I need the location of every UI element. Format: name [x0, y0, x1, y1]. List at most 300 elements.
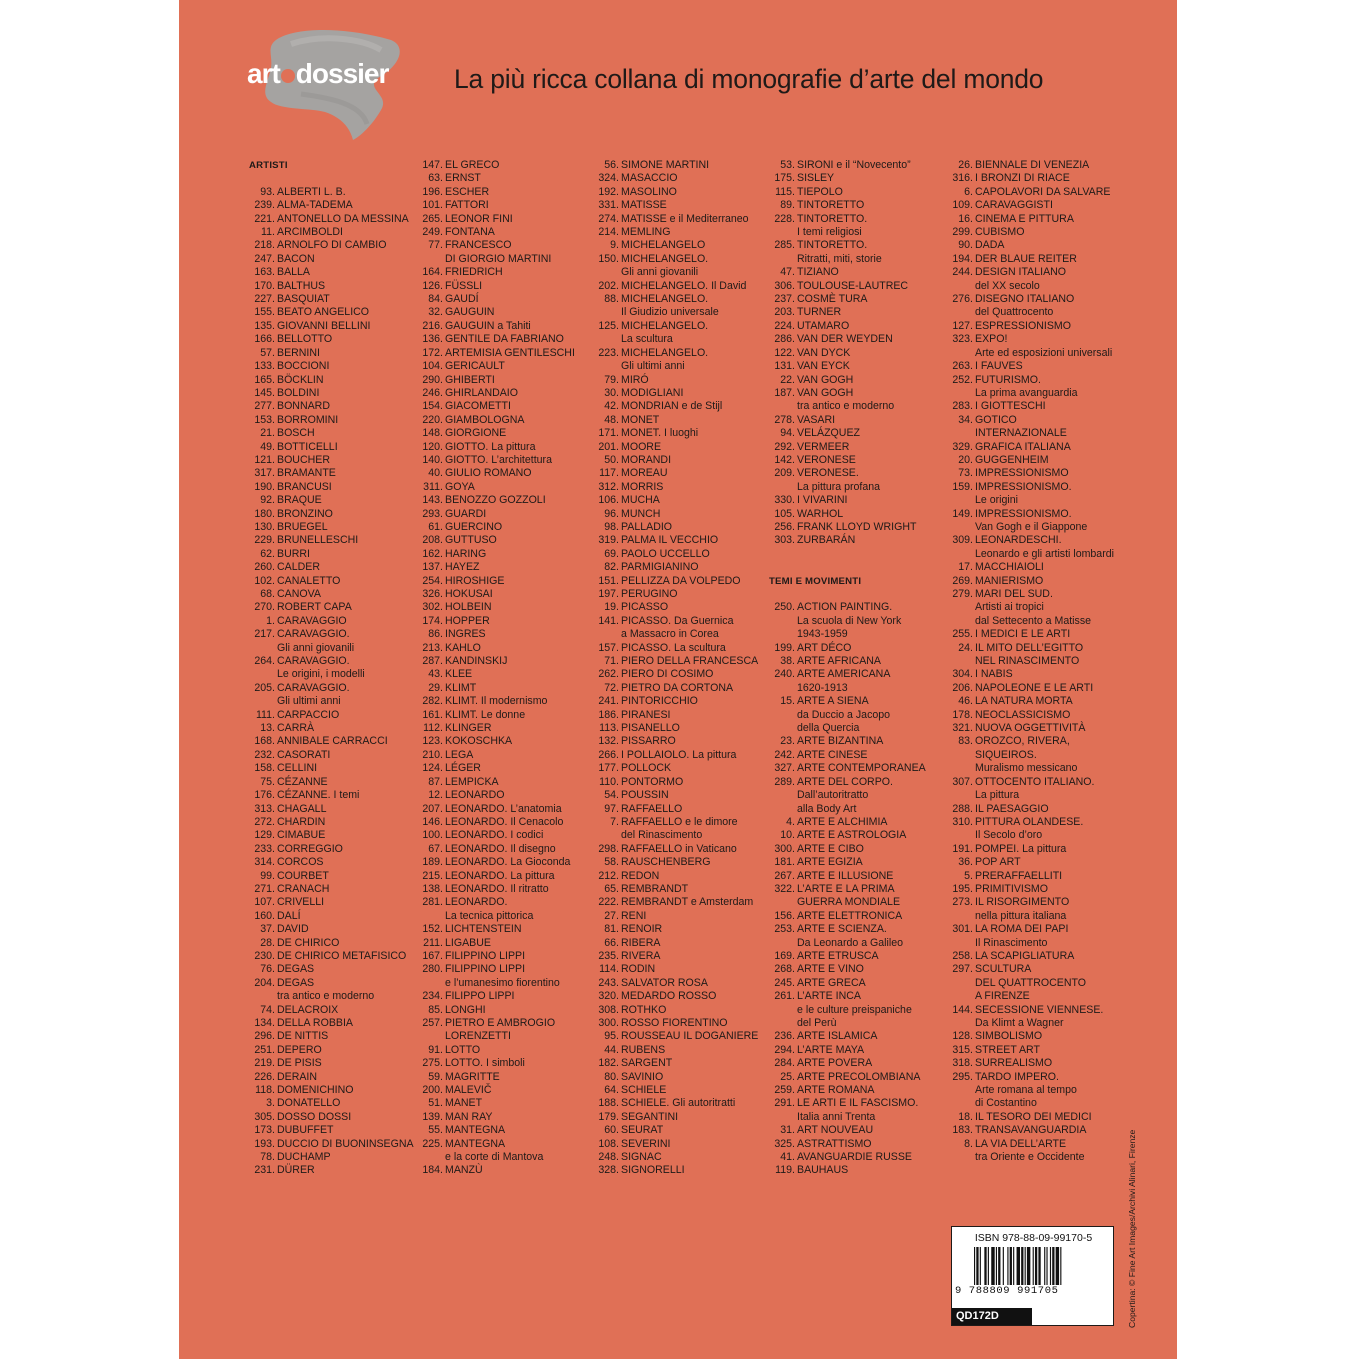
title-text: PISSARRO [621, 735, 676, 748]
title-text: LÉGER [445, 762, 481, 775]
subtitle-text: Gli ultimi anni [277, 695, 341, 708]
catalog-entry [769, 1151, 926, 1164]
title-text: SARGENT [621, 1057, 673, 1070]
issue-number: 230. [254, 949, 275, 962]
issue-number: 127. [952, 319, 973, 332]
issue-number: 32. [428, 306, 443, 319]
title-text: ANNIBALE CARRACCI [277, 735, 388, 748]
title-text: TINTORETTO. [797, 239, 868, 252]
title-text: CELLINI [277, 762, 318, 775]
catalog-subtitle [417, 1030, 575, 1043]
title-text: GIACOMETTI [445, 400, 511, 413]
subtitle-text: La prima avanguardia [975, 386, 1078, 399]
title-text: PALMA IL VECCHIO [621, 534, 719, 547]
title-text: DOMENICHINO [277, 1084, 354, 1097]
catalog-entry [593, 1164, 758, 1177]
catalog-subtitle [947, 347, 1114, 360]
issue-number: 121. [254, 453, 275, 466]
title-text: MORRIS [621, 480, 664, 493]
catalog-entry [417, 508, 575, 521]
issue-number: 275. [422, 1057, 443, 1070]
title-text: DISEGNO ITALIANO [975, 293, 1075, 306]
title-text: ARTE DEL CORPO. [797, 775, 893, 788]
catalog-entry [769, 1057, 926, 1070]
title-text: COURBET [277, 869, 329, 882]
issue-number: 209. [774, 467, 795, 480]
issue-number: 134. [254, 1017, 275, 1029]
title-text: CORREGGIO [277, 842, 343, 855]
catalog-entry [249, 1111, 414, 1124]
catalog-entry [249, 937, 414, 950]
catalog-entry [593, 226, 758, 239]
title-text: REDON [621, 869, 660, 882]
issue-number: 266. [598, 748, 619, 761]
title-text: DUBUFFET [277, 1124, 334, 1137]
issue-number: 94. [780, 427, 795, 440]
title-text: ARTE A SIENA [797, 695, 869, 708]
title-text: VAN GOGH [797, 386, 854, 399]
catalog-entry [769, 508, 926, 521]
subtitle-text: GUERRA MONDIALE [797, 896, 901, 909]
title-text: LEONARDO. Il ritratto [445, 882, 549, 895]
issue-number: 51. [428, 1097, 443, 1110]
barcode-bar [980, 1247, 981, 1285]
issue-number: 92. [260, 494, 275, 507]
title-text: GIOTTO. La pittura [445, 440, 536, 453]
catalog-subtitle [947, 977, 1114, 990]
catalog-entry [947, 441, 1114, 454]
title-text: KOKOSCHKA [445, 735, 513, 748]
subtitle-text: del XX secolo [975, 279, 1040, 292]
catalog-entry [769, 843, 926, 856]
catalog-entry [769, 963, 926, 976]
catalog-entry [249, 722, 414, 735]
issue-number: 233. [254, 842, 275, 855]
title-text: SIMBOLISMO [975, 1030, 1043, 1043]
issue-number: 303. [774, 534, 795, 547]
issue-number: 109. [952, 199, 973, 212]
issue-number: 22. [780, 373, 795, 386]
catalog-entry [947, 856, 1114, 869]
catalog-subtitle [593, 333, 758, 346]
catalog-entry [417, 896, 575, 909]
catalog-entry [593, 1151, 758, 1164]
issue-number: 149. [952, 507, 973, 520]
catalog-entry [417, 735, 575, 748]
title-text: ARCIMBOLDI [277, 226, 343, 239]
catalog-entry [947, 253, 1114, 266]
title-text: REMBRANDT e Amsterdam [621, 896, 754, 909]
catalog-subtitle [769, 253, 926, 266]
title-text: MOREAU [621, 467, 668, 480]
catalog-entry [593, 1030, 758, 1043]
issue-number: 40. [428, 467, 443, 480]
title-text: CARAVAGGIO. [277, 628, 350, 641]
title-text: PIETRO E AMBROGIO [445, 1017, 556, 1029]
issue-number: 56. [604, 159, 619, 171]
title-text: VERMEER [797, 440, 850, 453]
issue-number: 287. [422, 655, 443, 668]
catalog-entry [249, 776, 414, 789]
issue-number: 99. [260, 869, 275, 882]
issue-number: 251. [254, 1043, 275, 1056]
title-text: MASACCIO [621, 172, 678, 185]
title-text: DELLA ROBBIA [277, 1017, 353, 1029]
title-text: IL TESORO DEI MEDICI [975, 1110, 1092, 1123]
catalog-entry [417, 481, 575, 494]
issue-number: 227. [254, 293, 275, 306]
issue-number: 37. [260, 923, 275, 936]
catalog-entry [593, 1097, 758, 1110]
subtitle-text: dal Settecento a Matisse [975, 614, 1092, 627]
title-text: FILIPPO LIPPI [445, 990, 515, 1003]
subtitle-text: di Costantino [975, 1097, 1037, 1110]
title-text: RAFFAELLO e le dimore [621, 815, 738, 828]
title-text: PISANELLO [621, 722, 680, 735]
catalog-entry [417, 950, 575, 963]
issue-number: 298. [598, 842, 619, 855]
issue-number: 81. [604, 923, 619, 936]
title-text: BRAQUE [277, 494, 322, 507]
catalog-entry [417, 843, 575, 856]
title-text: PELLIZZA DA VOLPEDO [621, 574, 741, 587]
title-text: MICHELANGELO. [621, 346, 709, 359]
title-text: ERNST [445, 172, 481, 185]
catalog-entry [593, 441, 758, 454]
title-text: ARTE POVERA [797, 1057, 873, 1070]
catalog-entry [593, 695, 758, 708]
title-text: AVANGUARDIE RUSSE [797, 1151, 912, 1164]
title-text: BOUCHER [277, 453, 330, 466]
issue-number: 323. [952, 333, 973, 346]
issue-number: 211. [423, 936, 443, 949]
title-text: GIOVANNI BELLINI [277, 319, 371, 332]
issue-number: 300. [598, 1017, 619, 1029]
title-text: PARMIGIANINO [621, 561, 699, 574]
catalog-entry [769, 494, 926, 507]
issue-number: 291. [774, 1097, 795, 1110]
catalog-entry [769, 870, 926, 883]
catalog-entry [947, 923, 1114, 936]
title-text: MANET [445, 1097, 483, 1110]
catalog-entry [769, 280, 926, 293]
catalog-entry [249, 1164, 414, 1177]
catalog-entry [947, 213, 1114, 226]
issue-number: 172. [422, 346, 443, 359]
issue-number: 325. [774, 1137, 795, 1150]
issue-number: 310. [952, 815, 973, 828]
issue-number: 75. [260, 775, 275, 788]
title-text: DÜRER [277, 1164, 315, 1177]
title-text: OROZCO, RIVERA, [975, 735, 1070, 748]
catalog-entry [593, 186, 758, 199]
issue-number: 292. [774, 440, 795, 453]
logo-text-dossier: dossier [295, 58, 389, 89]
title-text: DUCHAMP [277, 1151, 331, 1164]
title-text: LOTTO [445, 1043, 481, 1056]
title-text: OTTOCENTO ITALIANO. [975, 775, 1095, 788]
catalog-entry [947, 172, 1114, 185]
catalog-entry [769, 655, 926, 668]
catalog-entry [417, 601, 575, 614]
title-text: BACON [277, 252, 315, 265]
catalog-subtitle [947, 829, 1114, 842]
barcode-bar [974, 1247, 975, 1285]
issue-number: 285. [774, 239, 795, 252]
catalog-entry [593, 199, 758, 212]
title-text: MICHELANGELO. Il David [621, 279, 747, 292]
issue-number: 66. [604, 936, 619, 949]
catalog-entry [593, 1004, 758, 1017]
issue-number: 281. [422, 896, 443, 909]
catalog-entry [417, 387, 575, 400]
catalog-entry [249, 575, 414, 588]
issue-number: 267. [774, 869, 795, 882]
catalog-entry [769, 186, 926, 199]
subtitle-text: I temi religiosi [797, 226, 862, 239]
subtitle-text: Da Klimt a Wagner [975, 1017, 1064, 1029]
title-text: HIROSHIGE [445, 574, 505, 587]
catalog-entry [249, 856, 414, 869]
title-text: ESCHER [445, 185, 490, 198]
title-text: DALÍ [277, 909, 301, 922]
issue-number: 111. [255, 708, 275, 721]
barcode-bar [1060, 1247, 1061, 1285]
title-text: LEONARDO. La Gioconda [445, 856, 571, 869]
title-text: LEONARDO. La pittura [445, 869, 555, 882]
issue-number: 236. [774, 1030, 795, 1043]
issue-number: 97. [604, 802, 619, 815]
isbn-barcode [951, 1226, 1114, 1326]
issue-number: 327. [774, 762, 795, 775]
catalog-entry [249, 1044, 414, 1057]
issue-number: 108. [598, 1137, 619, 1150]
title-text: FILIPPINO LIPPI [445, 963, 526, 976]
issue-number: 179. [598, 1110, 619, 1123]
title-text: DE CHIRICO [277, 936, 340, 949]
title-text: IL PAESAGGIO [975, 802, 1049, 815]
catalog-entry [249, 427, 414, 440]
issue-number: 253. [774, 923, 795, 936]
issue-number: 197. [598, 588, 619, 600]
issue-number: 257. [422, 1017, 443, 1029]
title-text: LONGHI [445, 1003, 486, 1016]
subtitle-text: 1620-1913 [797, 681, 848, 694]
catalog-entry [769, 333, 926, 346]
title-text: CÉZANNE [277, 775, 328, 788]
catalog-entry [249, 1071, 414, 1084]
title-text: I MEDICI E LE ARTI [975, 628, 1071, 641]
issue-number: 228. [774, 212, 795, 225]
issue-number: 82. [604, 561, 619, 574]
catalog-entry [417, 776, 575, 789]
title-text: RENI [621, 909, 647, 922]
issue-number: 173. [254, 1124, 275, 1137]
title-text: MOORE [621, 440, 662, 453]
title-text: TARDO IMPERO. [975, 1070, 1059, 1083]
issue-number: 231. [254, 1164, 275, 1177]
title-text: BOSCH [277, 427, 315, 440]
catalog-entry [417, 1044, 575, 1057]
title-text: BORROMINI [277, 413, 339, 426]
issue-number: 279. [952, 588, 973, 600]
title-text: CARAVAGGIO [277, 614, 347, 627]
title-text: LEONARDESCHI. [975, 534, 1062, 547]
catalog-entry [249, 829, 414, 842]
issue-number: 326. [422, 588, 443, 600]
issue-number: 241. [598, 695, 619, 708]
catalog-subtitle [249, 668, 414, 681]
issue-number: 117. [599, 467, 619, 480]
catalog-entry [593, 990, 758, 1003]
issue-number: 68. [260, 588, 275, 600]
issue-number: 210. [422, 748, 443, 761]
issue-number: 13. [260, 722, 275, 735]
barcode-bar [1021, 1247, 1023, 1285]
catalog-entry [769, 159, 926, 172]
catalog-entry [417, 454, 575, 467]
catalog-entry [249, 306, 414, 319]
title-text: PRERAFFAELLITI [975, 869, 1063, 882]
issue-number: 284. [774, 1057, 795, 1070]
title-text: NEOCLASSICISMO [975, 708, 1071, 721]
catalog-entry [947, 266, 1114, 279]
subtitle-text: Arte romana al tempo [975, 1084, 1077, 1097]
issue-number: 104. [422, 360, 443, 373]
issue-number: 101. [422, 199, 443, 212]
catalog-entry [769, 1044, 926, 1057]
issue-number: 220. [422, 413, 443, 426]
title-text: ARTE AMERICANA [797, 668, 891, 681]
catalog-entry [769, 1164, 926, 1177]
issue-number: 4. [786, 815, 795, 828]
subtitle-text: a Massacro in Corea [621, 628, 719, 641]
catalog-entry [769, 1124, 926, 1137]
title-text: IL MITO DELL’EGITTO [975, 641, 1084, 654]
issue-number: 319. [598, 534, 619, 547]
catalog-subtitle [947, 280, 1114, 293]
issue-number: 159. [952, 480, 973, 493]
subtitle-text: Artisti ai tropici [975, 601, 1044, 614]
catalog-subtitle [947, 1097, 1114, 1110]
catalog-entry [769, 293, 926, 306]
catalog-entry [417, 159, 575, 172]
subtitle-text: Da Leonardo a Galileo [797, 936, 904, 949]
issue-number: 136. [422, 333, 443, 346]
title-text: LICHTENSTEIN [445, 923, 522, 936]
title-text: I BRONZI DI RIACE [975, 172, 1070, 185]
catalog-entry [593, 159, 758, 172]
title-text: ARTE PRECOLOMBIANA [797, 1070, 921, 1083]
issue-number: 180. [254, 507, 275, 520]
issue-number: 50. [604, 453, 619, 466]
issue-number: 167. [422, 949, 443, 962]
catalog-entry [249, 682, 414, 695]
title-text: LA VIA DELL’ARTE [975, 1137, 1067, 1150]
barcode-bar [984, 1247, 986, 1285]
title-text: POMPEI. La pittura [975, 842, 1067, 855]
issue-number: 83. [958, 735, 973, 748]
issue-number: 93. [260, 185, 275, 198]
isbn-number: ISBN 978-88-09-99170-5 [974, 1232, 1093, 1244]
title-text: DE CHIRICO METAFISICO [277, 949, 407, 962]
catalog-entry [593, 615, 758, 628]
title-text: ARTE E ILLUSIONE [797, 869, 894, 882]
title-text: PITTURA OLANDESE. [975, 815, 1084, 828]
issue-number: 74. [260, 1003, 275, 1016]
catalog-subtitle [769, 1111, 926, 1124]
title-text: BÖCKLIN [277, 373, 324, 386]
title-text: KAHLO [445, 641, 481, 654]
issue-number: 203. [774, 306, 795, 319]
issue-number: 200. [422, 1084, 443, 1097]
catalog-entry [417, 280, 575, 293]
issue-number: 239. [254, 199, 275, 212]
issue-number: 202. [598, 279, 619, 292]
title-text: PICASSO [621, 601, 669, 614]
catalog-entry [769, 990, 926, 1003]
issue-number: 229. [254, 534, 275, 547]
subtitle-text: NEL RINASCIMENTO [975, 655, 1080, 668]
title-text: SCHIELE. Gli autoritratti [621, 1097, 736, 1110]
catalog-entry [947, 454, 1114, 467]
title-text: ART DÉCO [797, 641, 852, 654]
title-text: DELACROIX [277, 1003, 339, 1016]
catalog-entry [593, 239, 758, 252]
catalog-subtitle [417, 253, 575, 266]
title-text: KLEE [445, 668, 473, 681]
catalog-entry [947, 400, 1114, 413]
catalog-entry [249, 534, 414, 547]
catalog-entry [417, 374, 575, 387]
title-text: CANOVA [277, 588, 321, 600]
subtitle-text: 1943-1959 [797, 628, 848, 641]
catalog-entry [769, 239, 926, 252]
catalog-entry [249, 870, 414, 883]
issue-number: 204. [254, 976, 275, 989]
issue-number: 91. [428, 1043, 443, 1056]
logo-wordmark [247, 58, 388, 90]
title-text: HOLBEIN [445, 601, 492, 614]
catalog-entry [769, 601, 926, 614]
issue-number: 60. [604, 1124, 619, 1137]
issue-number: 123. [422, 735, 443, 748]
catalog-entry [947, 816, 1114, 829]
catalog-entry [593, 950, 758, 963]
subtitle-text: del Rinascimento [621, 829, 703, 842]
issue-number: 232. [254, 748, 275, 761]
issue-number: 76. [260, 963, 275, 976]
issue-number: 49. [260, 440, 275, 453]
issue-number: 29. [428, 681, 443, 694]
title-text: BONNARD [277, 400, 330, 413]
catalog-entry [947, 534, 1114, 547]
title-text: MONET. I luoghi [621, 427, 699, 440]
title-text: SECESSIONE VIENNESE. [975, 1003, 1104, 1016]
logo-text-art: art [247, 58, 280, 89]
barcode-bar [988, 1247, 989, 1285]
catalog-entry [417, 172, 575, 185]
issue-number: 80. [604, 1070, 619, 1083]
issue-number: 130. [254, 520, 275, 533]
issue-number: 42. [604, 400, 619, 413]
catalog-entry [769, 1097, 926, 1110]
title-text: LEONARDO. Il disegno [445, 842, 556, 855]
barcode-bar [1056, 1247, 1059, 1285]
catalog-entry [249, 1124, 414, 1137]
issue-number: 177. [598, 762, 619, 775]
catalog-subtitle [769, 481, 926, 494]
